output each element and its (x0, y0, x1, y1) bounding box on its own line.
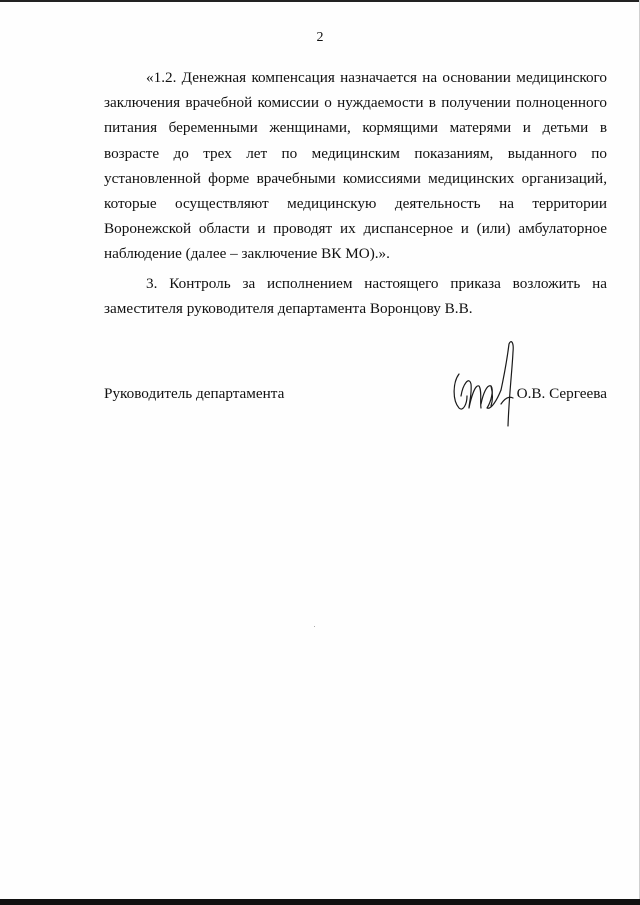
paragraph-line: наблюдение (далее – заключение ВК МО).». (104, 245, 390, 263)
scan-top-edge (0, 0, 640, 2)
paragraph-line: заместителя руководителя департамента Воронцову В.В. (104, 300, 473, 318)
paragraph-line: питания беременными женщинами, кормящими матерями и детьми в (104, 119, 607, 137)
signature-block (104, 385, 607, 409)
paragraph-line: Воронежской области и проводят их диспансерное и (или) амбулаторное (104, 220, 607, 238)
scan-speck (314, 626, 315, 627)
paragraph-line: возрасте до трех лет по медицинским показаниям, выданного по (104, 144, 607, 162)
page-number: 2 (316, 30, 324, 45)
paragraph-compensation (104, 65, 607, 267)
paragraph-control (104, 271, 607, 321)
signatory-name: О.В. Сергеева (516, 385, 607, 402)
signatory-position: Руководитель департамента (104, 385, 285, 402)
paragraph-line: 3. Контроль за исполнением настоящего приказа возложить на (146, 275, 607, 292)
paragraph-line: заключения врачебной комиссии о нуждаемости в получении полноценного (104, 94, 607, 112)
paragraph-line: которые осуществляют медицинскую деятельность на территории (104, 195, 607, 213)
paragraph-line: установленной форме врачебными комиссиями медицинских организаций, (104, 169, 607, 187)
handwritten-signature (447, 338, 519, 428)
paragraph-line: «1.2. Денежная компенсация назначается на основании медицинского (146, 69, 607, 86)
scan-bottom-edge (0, 899, 640, 905)
